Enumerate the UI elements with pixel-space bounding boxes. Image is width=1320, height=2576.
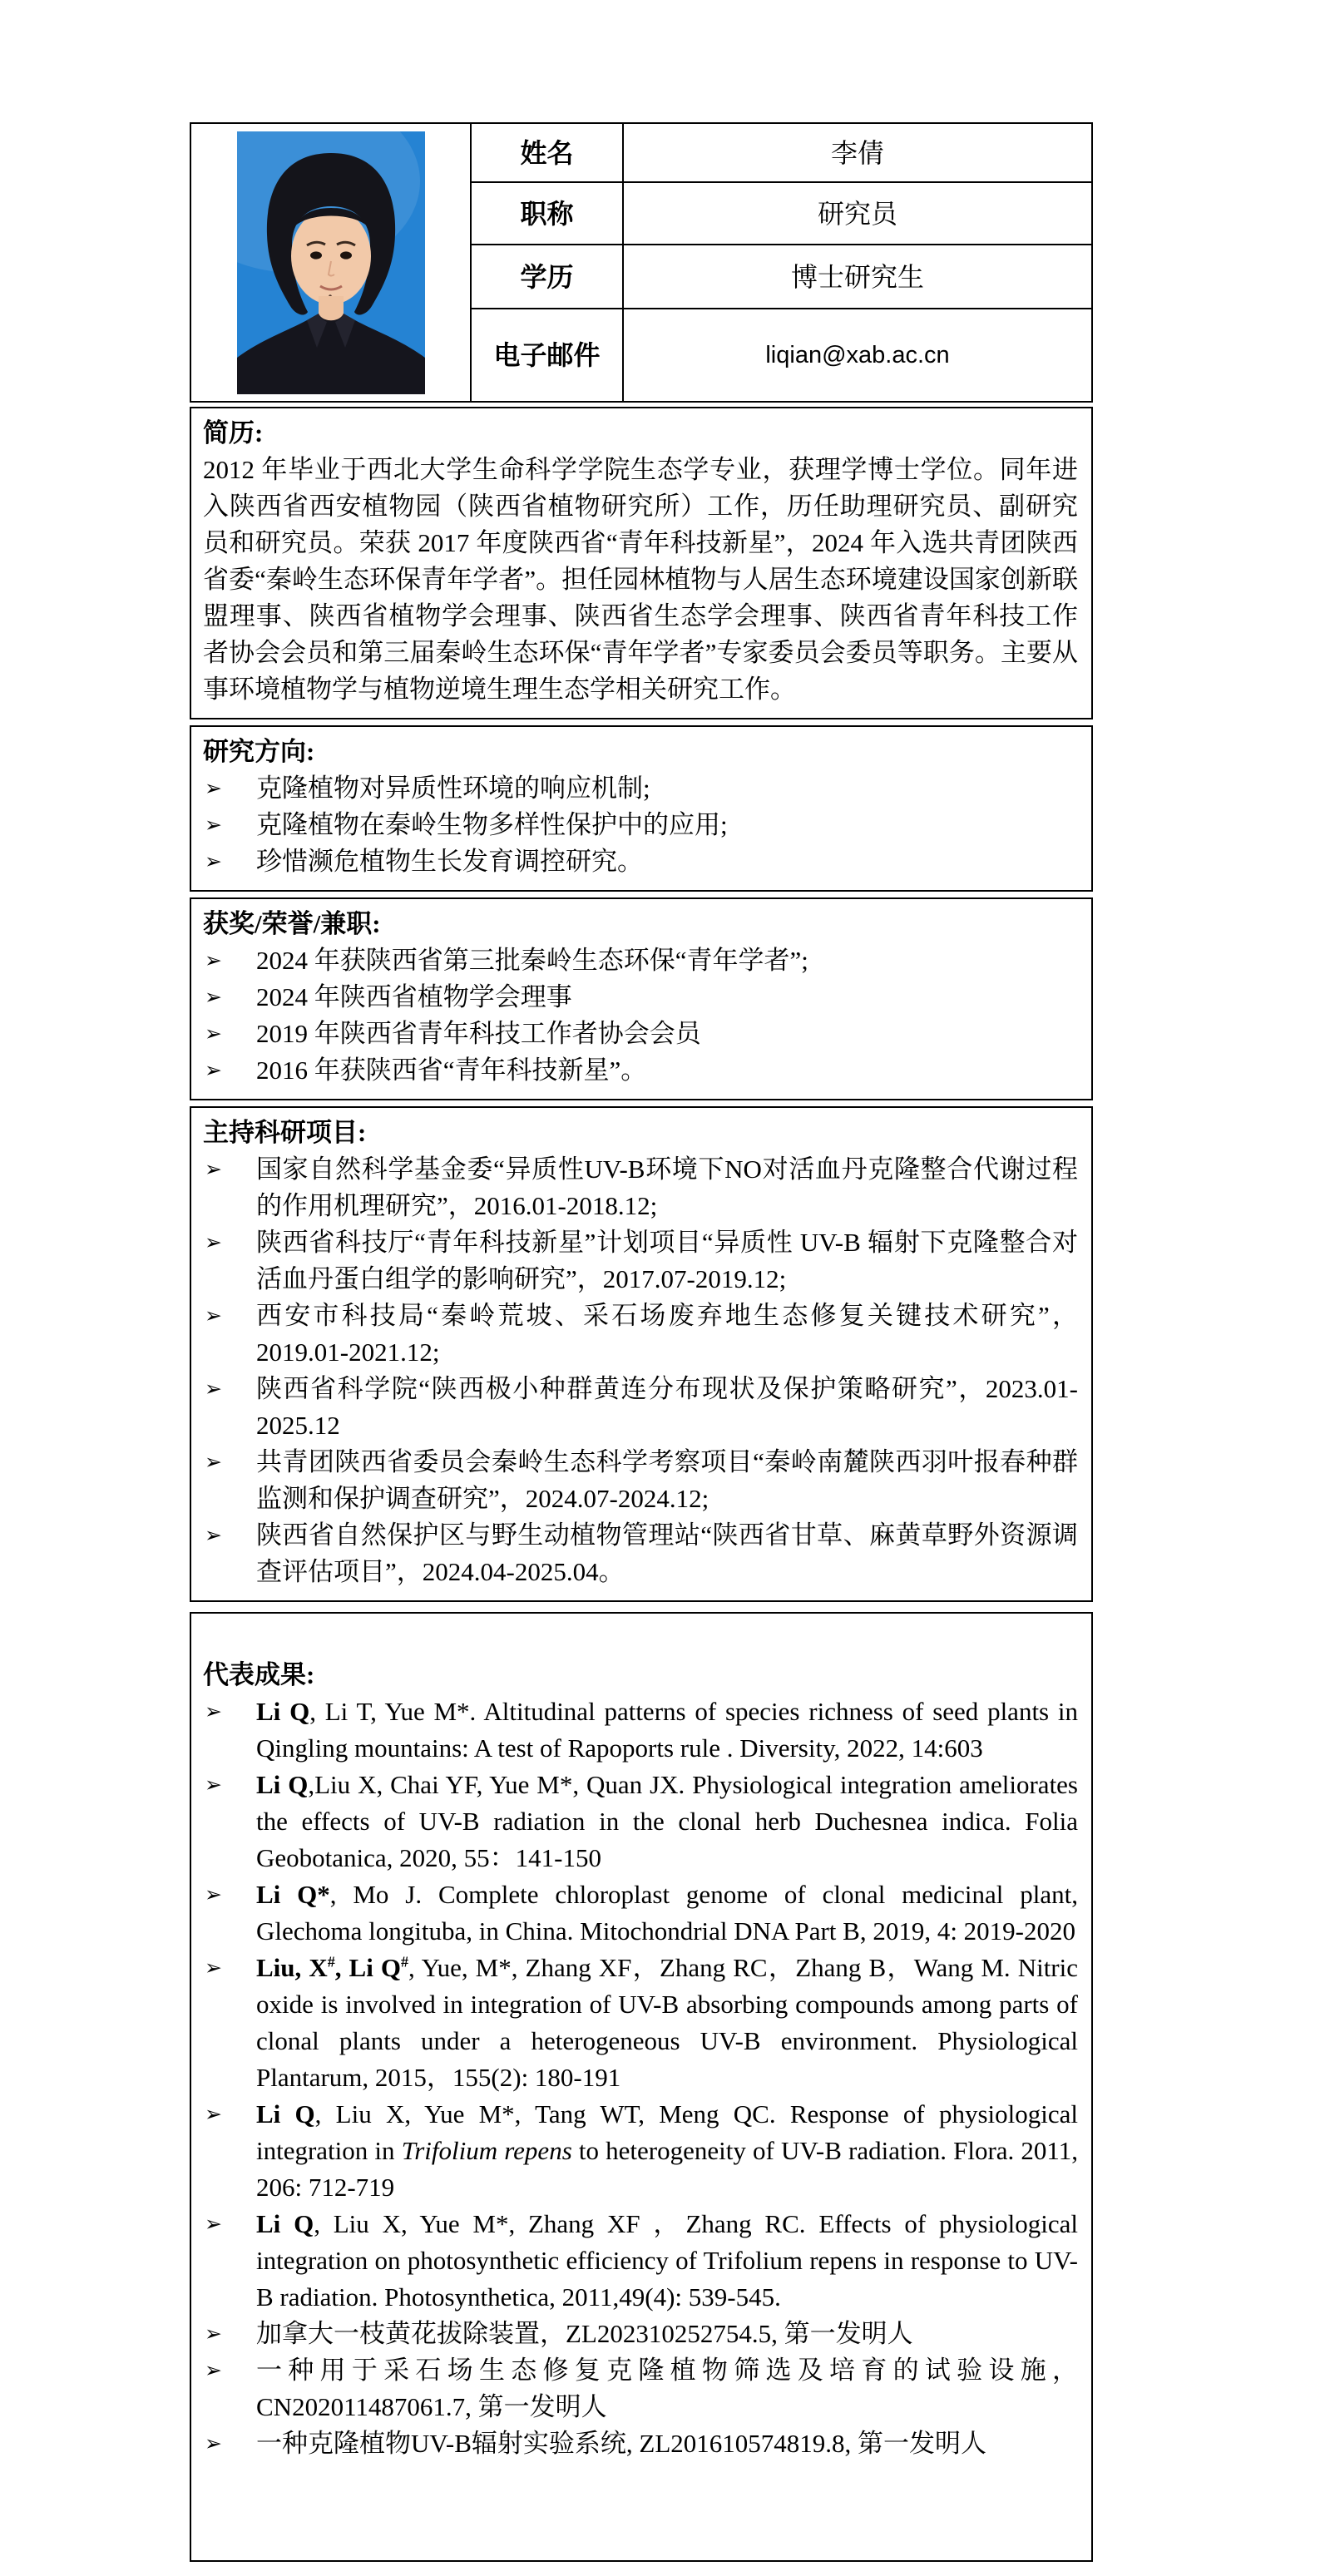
- awards-list: [203, 942, 1078, 1089]
- list-item-text: 陕西省科技厅“青年科技新星”计划项目“异质性 UV-B 辐射下克隆整合对活血丹蛋白组学的影响研究”，2017.07-2019.12;: [256, 1228, 1078, 1293]
- info-label: 电子邮件: [472, 309, 624, 401]
- list-item: [203, 2206, 1078, 2316]
- bullet-arrow-icon: ➢: [205, 1955, 222, 1980]
- info-value: 博士研究生: [624, 245, 1091, 309]
- bullet-arrow-icon: ➢: [205, 985, 222, 1009]
- list-item: [203, 1444, 1078, 1517]
- bullet-arrow-icon: ➢: [205, 1773, 222, 1797]
- list-item: [203, 1950, 1078, 2096]
- list-item: [203, 1371, 1078, 1444]
- awards-section: [190, 897, 1093, 1100]
- info-value: 研究员: [624, 183, 1091, 245]
- bullet-arrow-icon: ➢: [205, 1303, 222, 1328]
- bullet-arrow-icon: ➢: [205, 776, 222, 800]
- list-item-text: 2019 年陕西省青年科技工作者协会会员: [256, 1019, 701, 1048]
- list-item: [203, 1016, 1078, 1052]
- achievements-list: [203, 1693, 1078, 2462]
- list-item-text: 珍惜濒危植物生长发育调控研究。: [256, 847, 643, 876]
- bio-paragraph: 2012 年毕业于西北大学生命科学学院生态学专业，获理学博士学位。同年进入陕西省西安植物园（陕西省植物研究所）工作，历任助理研究员、副研究员和研究员。荣获 2017 年度陕西省“青年科技新星”，2024 年入选共青团陕西省委“秦岭生态环保青年学者”。担任园林植物与人居生态环境建设国家创新联盟理事、陕西省植物学会理事、陕西省生态学会理事、陕西省青年科技工作者协会会员和第三届秦岭生态环保“青年学者”专家委员会委员等职务。主要从事环境植物学与植物逆境生理生态学相关研究工作。: [203, 455, 1078, 704]
- list-item: [203, 1517, 1078, 1590]
- publication-text: 一种用于采石场生态修复克隆植物筛选及培育的试验设施，CN202011487061.7, 第一发明人: [256, 2356, 1078, 2421]
- projects-section: [190, 1106, 1093, 1602]
- publication-text: Li Q*, Mo J. Complete chloroplast genome of clonal medicinal plant, Glechoma longituba, in China. Mitochondrial DNA Part B, 2019, 4: 2019-2020: [256, 1880, 1078, 1946]
- info-grid: [191, 124, 1091, 401]
- awards-heading: 获奖/荣誉/兼职:: [203, 909, 381, 938]
- list-item: [203, 1876, 1078, 1950]
- list-item-text: 陕西省自然保护区与野生动植物管理站“陕西省甘草、麻黄草野外资源调查评估项目”，2024.04-2025.04。: [256, 1520, 1078, 1586]
- list-item-text: 克隆植物在秦岭生物多样性保护中的应用;: [256, 810, 728, 839]
- list-item-text: 西安市科技局“秦岭荒坡、采石场废弃地生态修复关键技术研究”，2019.01-2021.12;: [256, 1301, 1078, 1367]
- info-label: 姓名: [472, 124, 624, 183]
- list-item-text: 2024 年获陕西省第三批秦岭生态环保“青年学者”;: [256, 946, 808, 975]
- research-directions-section: [190, 725, 1093, 892]
- list-item: [203, 1298, 1078, 1371]
- bullet-arrow-icon: ➢: [205, 2102, 222, 2126]
- achievements-heading: 代表成果:: [203, 1660, 315, 1689]
- list-item-text: 2024 年陕西省植物学会理事: [256, 982, 572, 1011]
- list-item: [203, 2096, 1078, 2206]
- list-item: [203, 770, 1078, 807]
- publication-text: Li Q, Li T, Yue M*. Altitudinal patterns of species richness of seed plants in Qingling mountains: A test of Rapoports rule . Diversity, 2022, 14:603: [256, 1697, 1079, 1763]
- id-photo-image: [237, 131, 425, 394]
- photo-cell: [191, 124, 472, 401]
- bullet-arrow-icon: ➢: [205, 1230, 222, 1254]
- info-table: [190, 122, 1093, 403]
- list-item-text: 国家自然科学基金委“异质性UV-B环境下NO对活血丹克隆整合代谢过程的作用机理研究”，2016.01-2018.12;: [256, 1155, 1078, 1220]
- bullet-arrow-icon: ➢: [205, 2321, 222, 2346]
- list-item-text: 2016 年获陕西省“青年科技新星”。: [256, 1056, 647, 1085]
- list-item-text: 共青团陕西省委员会秦岭生态科学考察项目“秦岭南麓陕西羽叶报春种群监测和保护调查研究”，2024.07-2024.12;: [256, 1447, 1078, 1513]
- list-item: [203, 1052, 1078, 1089]
- research-directions-heading: 研究方向:: [203, 737, 315, 766]
- list-item: [203, 979, 1078, 1016]
- info-label: 学历: [472, 245, 624, 309]
- publication-text: 一种克隆植物UV-B辐射实验系统, ZL201610574819.8, 第一发明人: [256, 2429, 987, 2458]
- projects-heading: 主持科研项目:: [203, 1118, 367, 1147]
- info-value: liqian@xab.ac.cn: [765, 342, 950, 368]
- publication-text: Li Q,Liu X, Chai YF, Yue M*, Quan JX. Physiological integration ameliorates the effects of UV-B radiation in the clonal herb Duchesnea indica. Folia Geobotanica, 2020, 55：141-150: [256, 1770, 1078, 1872]
- info-label: 职称: [472, 183, 624, 245]
- info-value: 李倩: [624, 124, 1091, 183]
- list-item: [203, 2316, 1078, 2352]
- list-item: [203, 1151, 1078, 1224]
- bullet-arrow-icon: ➢: [205, 1523, 222, 1547]
- publication-text: Li Q, Liu X, Yue M*, Zhang XF ，Zhang RC. Effects of physiological integration on photosynthetic efficiency of Trifolium repens in response to UV-B radiation. Photosynthetica, 2011,49(4): 539-545.: [256, 2209, 1078, 2311]
- bullet-arrow-icon: ➢: [205, 1882, 222, 1906]
- profile-page: [190, 122, 1093, 2568]
- publication-text: 加拿大一枝黄花拔除装置，ZL202310252754.5, 第一发明人: [256, 2319, 913, 2348]
- publication-text: Li Q, Liu X, Yue M*, Tang WT, Meng QC. Response of physiological integration in Trifolium repens to heterogeneity of UV-B radiation. Flora. 2011, 206: 712-719: [256, 2099, 1079, 2202]
- bullet-arrow-icon: ➢: [205, 2431, 222, 2455]
- research-directions-list: [203, 770, 1078, 880]
- list-item: [203, 1224, 1078, 1298]
- list-item: [203, 1767, 1078, 1876]
- bullet-arrow-icon: ➢: [205, 1377, 222, 1401]
- bullet-arrow-icon: ➢: [205, 849, 222, 873]
- list-item: [203, 2352, 1078, 2425]
- bullet-arrow-icon: ➢: [205, 1021, 222, 1046]
- list-item-text: 克隆植物对异质性环境的响应机制;: [256, 774, 650, 803]
- list-item: [203, 843, 1078, 880]
- achievements-section: [190, 1612, 1093, 2562]
- bullet-arrow-icon: ➢: [205, 1450, 222, 1474]
- bio-heading: 简历:: [203, 418, 264, 447]
- bullet-arrow-icon: ➢: [205, 1058, 222, 1082]
- publication-text: Liu, X#, Li Q#, Yue, M*, Zhang XF，Zhang RC，Zhang B，Wang M. Nitric oxide is involved in integration of UV-B absorbing compounds among parts of clonal plants under a heterogeneous UV-B environment. Physiological Plantarum, 2015，155(2): 180-191: [256, 1953, 1079, 2092]
- bullet-arrow-icon: ➢: [205, 1157, 222, 1181]
- list-item: [203, 1693, 1078, 1767]
- bullet-arrow-icon: ➢: [205, 813, 222, 837]
- bullet-arrow-icon: ➢: [205, 2212, 222, 2236]
- bullet-arrow-icon: ➢: [205, 948, 222, 972]
- bio-section: [190, 407, 1093, 719]
- list-item: [203, 2425, 1078, 2462]
- bullet-arrow-icon: ➢: [205, 1699, 222, 1723]
- list-item: [203, 942, 1078, 979]
- bullet-arrow-icon: ➢: [205, 2358, 222, 2382]
- list-item-text: 陕西省科学院“陕西极小种群黄连分布现状及保护策略研究”，2023.01-2025.12: [256, 1374, 1078, 1440]
- list-item: [203, 807, 1078, 843]
- projects-list: [203, 1151, 1078, 1590]
